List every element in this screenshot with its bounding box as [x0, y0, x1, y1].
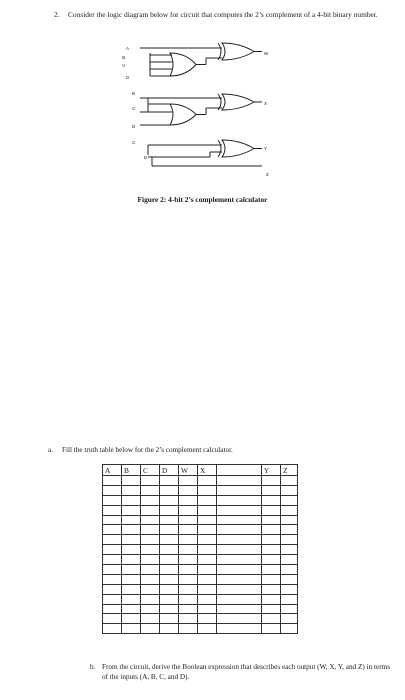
table-cell[interactable]: [160, 565, 179, 575]
table-cell[interactable]: [217, 565, 262, 575]
table-row: [103, 594, 298, 604]
header-b: B: [122, 465, 141, 476]
table-cell[interactable]: [262, 574, 281, 584]
table-cell[interactable]: [281, 624, 298, 634]
table-cell[interactable]: [281, 545, 298, 555]
table-cell[interactable]: [160, 594, 179, 604]
table-cell[interactable]: [141, 505, 160, 515]
table-cell[interactable]: [198, 495, 217, 505]
table-cell[interactable]: [160, 515, 179, 525]
table-cell[interactable]: [217, 525, 262, 535]
table-cell[interactable]: [198, 565, 217, 575]
table-cell[interactable]: [179, 485, 198, 495]
table-cell[interactable]: [141, 584, 160, 594]
label-gate1-in-2: C: [121, 63, 126, 67]
table-cell[interactable]: [198, 555, 217, 565]
table-cell[interactable]: [262, 614, 281, 624]
table-cell[interactable]: [122, 565, 141, 575]
table-cell[interactable]: [122, 545, 141, 555]
logic-diagram: [0, 0, 405, 200]
table-cell[interactable]: [281, 485, 298, 495]
table-cell[interactable]: [103, 495, 122, 505]
table-cell[interactable]: [198, 476, 217, 486]
part-b-label: b.: [90, 663, 96, 671]
table-cell[interactable]: [103, 515, 122, 525]
or-gate-2: [170, 104, 196, 125]
table-cell[interactable]: [122, 614, 141, 624]
table-cell[interactable]: [160, 476, 179, 486]
table-cell[interactable]: [103, 565, 122, 575]
table-cell[interactable]: [122, 584, 141, 594]
table-cell[interactable]: [103, 555, 122, 565]
part-a-text: Fill the truth table below for the 2’s complement calculator.: [62, 446, 233, 454]
table-cell[interactable]: [217, 604, 262, 614]
table-cell[interactable]: [217, 545, 262, 555]
table-cell[interactable]: [103, 574, 122, 584]
table-cell[interactable]: [179, 584, 198, 594]
table-cell[interactable]: [281, 495, 298, 505]
table-cell[interactable]: [122, 604, 141, 614]
table-cell[interactable]: [122, 495, 141, 505]
table-cell[interactable]: [217, 594, 262, 604]
table-cell[interactable]: [141, 594, 160, 604]
label-output-x: X: [264, 101, 268, 106]
table-cell[interactable]: [141, 555, 160, 565]
label-gate2-in-2: D: [132, 124, 136, 129]
table-cell[interactable]: [179, 624, 198, 634]
table-cell[interactable]: [217, 515, 262, 525]
table-cell[interactable]: [179, 565, 198, 575]
truth-table-header-row: [103, 465, 298, 476]
part-b-text: From the circuit, derive the Boolean expression that describes each output (W, X, Y, and Z) in terms of the inputs (A, B, C, and D).: [102, 663, 390, 681]
table-cell[interactable]: [103, 545, 122, 555]
table-cell[interactable]: [179, 495, 198, 505]
table-cell[interactable]: [262, 584, 281, 594]
table-cell[interactable]: [122, 476, 141, 486]
table-cell[interactable]: [160, 545, 179, 555]
table-cell[interactable]: [217, 555, 262, 565]
table-row: [103, 624, 298, 634]
table-cell[interactable]: [198, 485, 217, 495]
table-row: [103, 515, 298, 525]
table-cell[interactable]: [198, 624, 217, 634]
table-cell[interactable]: [160, 555, 179, 565]
table-cell[interactable]: [262, 594, 281, 604]
label-gate2-in-1: C: [132, 106, 136, 111]
table-cell[interactable]: [217, 584, 262, 594]
truth-table: [102, 464, 298, 634]
table-cell[interactable]: [281, 604, 298, 614]
table-row: [103, 535, 298, 545]
table-cell[interactable]: [217, 535, 262, 545]
table-cell[interactable]: [281, 574, 298, 584]
table-cell[interactable]: [179, 574, 198, 584]
figure-caption: Figure 2: 4-bit 2’s complement calculator: [137, 195, 268, 204]
table-cell[interactable]: [179, 476, 198, 486]
table-cell[interactable]: [262, 505, 281, 515]
table-cell[interactable]: [198, 604, 217, 614]
table-row: [103, 614, 298, 624]
table-row: [103, 505, 298, 515]
table-cell[interactable]: [160, 604, 179, 614]
table-cell[interactable]: [217, 624, 262, 634]
table-cell[interactable]: [141, 495, 160, 505]
table-cell[interactable]: [103, 485, 122, 495]
table-cell[interactable]: [262, 485, 281, 495]
table-cell[interactable]: [141, 604, 160, 614]
table-cell[interactable]: [122, 555, 141, 565]
table-cell[interactable]: [160, 495, 179, 505]
label-output-w: W: [264, 51, 269, 56]
table-cell[interactable]: [141, 565, 160, 575]
header-z: Z: [281, 465, 298, 476]
table-cell[interactable]: [122, 574, 141, 584]
table-cell[interactable]: [262, 515, 281, 525]
truth-table-body: [103, 476, 298, 634]
table-cell[interactable]: [122, 525, 141, 535]
table-cell[interactable]: [141, 525, 160, 535]
table-cell[interactable]: [103, 594, 122, 604]
part-a-label: a.: [48, 446, 53, 454]
table-cell[interactable]: [122, 535, 141, 545]
table-cell[interactable]: [198, 584, 217, 594]
table-cell[interactable]: [122, 515, 141, 525]
header-a: A: [103, 465, 122, 476]
table-cell[interactable]: [141, 535, 160, 545]
table-cell[interactable]: [103, 624, 122, 634]
table-cell[interactable]: [141, 545, 160, 555]
table-cell[interactable]: [122, 624, 141, 634]
table-cell[interactable]: [179, 604, 198, 614]
table-cell[interactable]: [160, 584, 179, 594]
table-row: [103, 485, 298, 495]
xor-gate-y-back: [218, 140, 221, 157]
table-cell[interactable]: [198, 614, 217, 624]
xor-gate-w-back: [218, 43, 221, 60]
table-cell[interactable]: [198, 545, 217, 555]
table-row: [103, 525, 298, 535]
table-cell[interactable]: [217, 476, 262, 486]
table-cell[interactable]: [179, 555, 198, 565]
table-cell[interactable]: [281, 555, 298, 565]
or-gate-1: [170, 53, 196, 76]
label-gate3-in-1: D: [144, 155, 148, 160]
table-row: [103, 555, 298, 565]
table-cell[interactable]: [160, 614, 179, 624]
table-row: [103, 604, 298, 614]
table-cell[interactable]: [281, 505, 298, 515]
table-cell[interactable]: [281, 515, 298, 525]
xor-gate-x: [222, 94, 254, 110]
xor-gate-w: [222, 43, 254, 60]
table-cell[interactable]: [103, 476, 122, 486]
table-cell[interactable]: [141, 515, 160, 525]
table-row: [103, 476, 298, 486]
table-cell[interactable]: [141, 476, 160, 486]
label-output-z: Z: [266, 172, 269, 177]
table-cell[interactable]: [179, 525, 198, 535]
table-cell[interactable]: [179, 515, 198, 525]
table-row: [103, 545, 298, 555]
table-cell[interactable]: [262, 624, 281, 634]
table-cell[interactable]: [122, 485, 141, 495]
table-row: [103, 574, 298, 584]
table-cell[interactable]: [198, 574, 217, 584]
table-cell[interactable]: [262, 555, 281, 565]
table-cell[interactable]: [262, 535, 281, 545]
table-cell[interactable]: [179, 614, 198, 624]
table-cell[interactable]: [160, 485, 179, 495]
table-cell[interactable]: [217, 505, 262, 515]
header-blank: [217, 465, 262, 476]
table-cell[interactable]: [103, 584, 122, 594]
table-cell[interactable]: [198, 525, 217, 535]
header-c: C: [141, 465, 160, 476]
table-cell[interactable]: [122, 505, 141, 515]
label-gate3-in-0: C: [132, 140, 136, 145]
table-cell[interactable]: [281, 584, 298, 594]
table-cell[interactable]: [262, 604, 281, 614]
label-gate1-in-3: D: [126, 75, 130, 80]
table-cell[interactable]: [103, 505, 122, 515]
table-cell[interactable]: [160, 525, 179, 535]
header-y: Y: [262, 465, 281, 476]
table-cell[interactable]: [262, 545, 281, 555]
table-cell[interactable]: [179, 505, 198, 515]
table-cell[interactable]: [160, 574, 179, 584]
table-cell[interactable]: [281, 594, 298, 604]
part-b: [90, 662, 390, 682]
table-cell[interactable]: [179, 545, 198, 555]
label-output-y: Y: [264, 146, 268, 151]
table-cell[interactable]: [198, 594, 217, 604]
table-cell[interactable]: [281, 476, 298, 486]
table-cell[interactable]: [103, 525, 122, 535]
table-cell[interactable]: [160, 624, 179, 634]
question-number: 2.: [54, 10, 60, 19]
table-row: [103, 584, 298, 594]
table-cell[interactable]: [217, 485, 262, 495]
table-cell[interactable]: [281, 565, 298, 575]
xor-gate-y: [222, 140, 254, 157]
table-cell[interactable]: [198, 535, 217, 545]
table-cell[interactable]: [103, 614, 122, 624]
table-cell[interactable]: [141, 614, 160, 624]
label-gate1-in-0: A: [126, 46, 130, 51]
table-cell[interactable]: [281, 614, 298, 624]
label-gate2-in-0: B: [132, 91, 136, 96]
table-cell[interactable]: [217, 495, 262, 505]
table-cell[interactable]: [141, 485, 160, 495]
table-cell[interactable]: [198, 515, 217, 525]
table-cell[interactable]: [217, 574, 262, 584]
table-cell[interactable]: [160, 505, 179, 515]
table-cell[interactable]: [103, 604, 122, 614]
table-cell[interactable]: [179, 594, 198, 604]
table-cell[interactable]: [198, 505, 217, 515]
table-cell[interactable]: [281, 525, 298, 535]
table-cell[interactable]: [160, 535, 179, 545]
table-cell[interactable]: [262, 525, 281, 535]
table-cell[interactable]: [262, 495, 281, 505]
header-x: X: [198, 465, 217, 476]
table-cell[interactable]: [141, 574, 160, 584]
table-cell[interactable]: [262, 476, 281, 486]
table-cell[interactable]: [122, 594, 141, 604]
question-text: Consider the logic diagram below for circuit that computes the 2’s complement of a 4-bit binary number.: [68, 10, 378, 19]
table-cell[interactable]: [179, 535, 198, 545]
table-row: [103, 565, 298, 575]
table-cell[interactable]: [141, 624, 160, 634]
table-cell[interactable]: [103, 535, 122, 545]
table-row: [103, 495, 298, 505]
table-cell[interactable]: [217, 614, 262, 624]
header-d: D: [160, 465, 179, 476]
header-w: W: [179, 465, 198, 476]
label-gate1-in-1: B: [121, 55, 126, 59]
table-cell[interactable]: [262, 565, 281, 575]
table-cell[interactable]: [281, 535, 298, 545]
